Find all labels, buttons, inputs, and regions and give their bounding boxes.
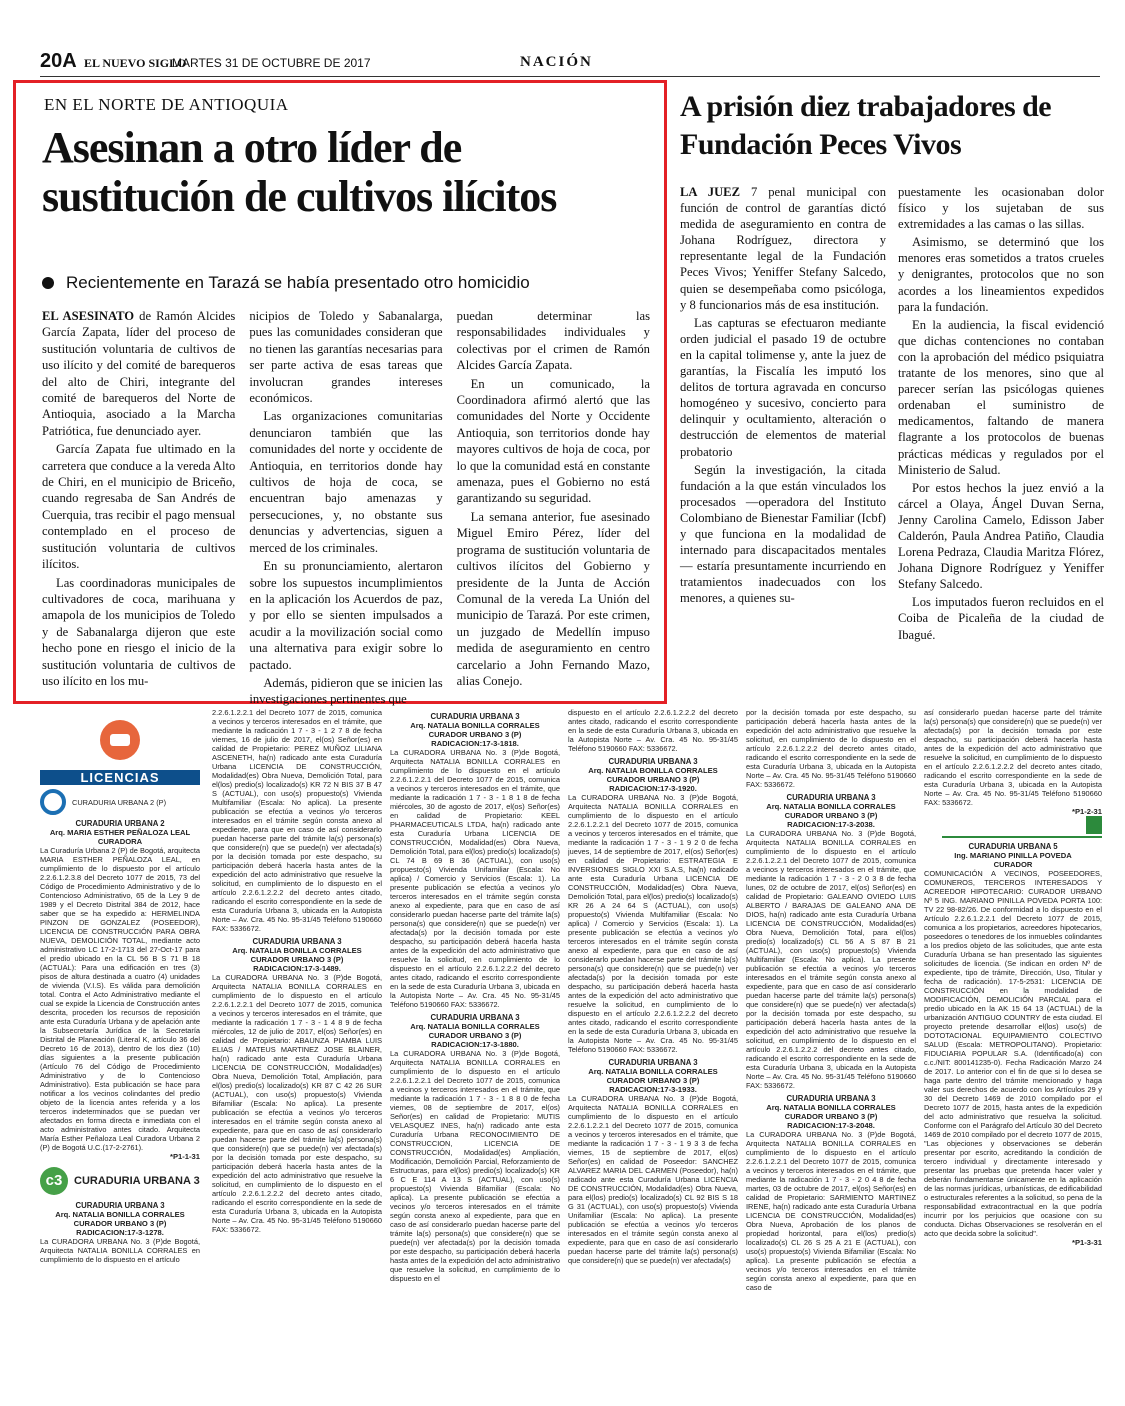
- notice-title: CURADURIA URBANA 3: [786, 1094, 876, 1103]
- notice-text: dispuesto en el artículo 2.2.6.1.2.2.2 del decreto antes citado, radicando el escrito correspondiente en la sede de esta Curaduría Urbana 3, ubicada en la Autopista Norte – Av. Cra. 45 No. 95-31/45 Teléfono 5190660 FAX: 5336672.: [568, 708, 738, 753]
- notice-name: Arq. NATALIA BONILLA CORRALES: [766, 802, 896, 811]
- legal-column-1: [40, 708, 200, 1398]
- notice-role: CURADOR URBANO 3 (P): [73, 1219, 167, 1228]
- notice-role: CURADOR URBANO 3 (P): [784, 1112, 878, 1121]
- curaduria-2-logo: CURADURIA URBANA 2 (P): [40, 789, 200, 815]
- second-column-2: [898, 184, 1104, 645]
- paragraph: La semana anterior, fue asesinado Miguel Emiro Pérez, líder del programa de sustitución voluntaria de cultivos ilícitos del Gobierno y presidente de la Junta de Acción Comunal de la vereda La Unión del municipio de Tarazá. Por este crimen, un juzgado de Medellín impuso medida de aseguramiento en centro carcelario a John Fernando Mazo, alias Conejo.: [456, 509, 650, 688]
- article-column-3: [457, 308, 650, 710]
- masthead: [40, 50, 1100, 77]
- legal-column-2: [212, 708, 382, 1398]
- notice-radicacion: RADICACION:17-3-1880.: [431, 1040, 519, 1049]
- notice-radicacion: RADICACION:17-3-1489.: [253, 964, 341, 973]
- notice-role: CURADOR URBANO 3 (P): [606, 1076, 700, 1085]
- notice-title: CURADURIA URBANA 3: [430, 1013, 520, 1022]
- article-kicker: EN EL NORTE DE ANTIOQUIA: [44, 95, 289, 114]
- notice-text: por la decisión tomada por este despacho, su participación deberá hacerla hasta antes de la expedición del acto administrativo que resuelve la solicitud, en cumplimiento de lo dispuesto en el artículo 2.2.6.1.2.2.2 del decreto antes citado, radicando el escrito correspondiente en la sede de esta Curaduría Urbana 3, ubicada en la Autopista Norte – Av. Cra. 45 No. 95-31/45 Teléfono 5190660 FAX: 5336672.: [746, 708, 916, 789]
- paragraph: puestamente les ocasionaban dolor físico y los sujetaban de sus extremidades a las camas o las sillas.: [898, 185, 1104, 232]
- notice-radicacion: RADICACION:17-3-1278.: [76, 1228, 164, 1237]
- notice-name: Ing. MARIANO PINILLA POVEDA: [954, 851, 1072, 860]
- article-headline: Asesinan a otro líder de sustitución de cultivos ilícitos: [42, 123, 557, 221]
- paragraph: nicipios de Toledo y Sabanalarga, pues las comunidades consideran que no tienen las garantías necesarias para ser parte activa de esas tareas que involucran grandes intereses económicos.: [249, 309, 443, 406]
- article-column-2: [249, 308, 442, 710]
- notice-ref: *P1-1-31: [170, 1152, 200, 1161]
- second-article: [680, 88, 1104, 642]
- paragraph: Por estos hechos la juez envió a la cárcel a Olaya, Ángel Duvan Serna, Jenny Carolina Camelo, Edisson Jaber Calderón, Paula Andrea Patiño, Claudia Lorena Pedraza, Claudia Maritza Flórez, Johana Dignore Rodríguez y Yeniffer Stefany Salcedo.: [898, 480, 1104, 592]
- paragraph: Además, pidieron que se inicien las investigaciones pertinentes que: [249, 675, 443, 707]
- paragraph: En la audiencia, la fiscal evidenció que dichas contenciones no contaban con la aprobación del médico psiquiatra tratante de los menores, sino que al parecer serían las psicólogas quienes ordenaban el suministro de medicamentos, faltando de manera flagrante a los protocolos de buenas prácticas médicas y regulados por el Ministerio de Salud.: [898, 317, 1104, 477]
- truck-icon: [100, 720, 140, 760]
- notice-title: CURADURIA URBANA 3: [608, 1058, 698, 1067]
- notice-title: CURADURIA URBANA 3: [252, 937, 342, 946]
- licencias-logo: [40, 714, 200, 766]
- lead-word: EL ASESINATO: [42, 309, 135, 323]
- notice-text: La Curaduría Urbana 2 (P) de Bogotá, arquitecta MARIA ESTHER PEÑALOZA LEAL, en cumplimiento de lo dispuesto por el artículo 2.2.6.1.2.3.8 del Decreto 1077 de 2015, 73 del Código de Procedimiento Administrativo y de lo Contencioso Administrativo, 65 de la Ley 9 de 1989 y el Decreto Distrital 384 de 2012, hace saber que se ha expedido a: HERMELINDA PINZON DE GONZALEZ (POSEEDOR), LICENCIA DE CONSTRUCCIÓN PARA OBRA NUEVA, DEMOLICIÓN TOTAL, mediante acto administrativo LC 17-2-1713 del 27-Oct-17 para el predio ubicado en la CL 56 B S 71 B 18 (ACTUAL): Para una edificación en tres (3) pisos de altura destinada a cuatro (4) unidades de vivienda (V.I.S). Es válida para demolición total. Contra el Acto Administrativo mediante el cual se expide la Licencia de Construcción antes descrita, proceden los recursos de reposición ante esta Curaduría Urbana y de apelación ante la Subsecretaría Jurídica de la Secretaría Distrital de Planeación (Literal K, artículo 36 del Decreto 16 de 2013), dentro de los diez (10) días siguientes a la presente publicación (Artículo 76 del Código de Procedimiento Administrativo y de lo Contencioso Administrativo). Esta publicación se hace para notificar a los vecinos colindantes del predio objeto de la licencia antes referida y a los terceros indeterminados que se puedan ver afectados en forma directa e inmediata con el acto administrativo antes citado. Arquitecta María Esther Peñaloza Leal Curadora Urbana 2 (P) de Bogotá U.C.(17-2-2761).: [40, 846, 200, 1152]
- subhead-text: Recientemente en Tarazá se había presentado otro homicidio: [66, 273, 530, 292]
- second-headline: A prisión diez trabajadores de Fundación Peces Vivos: [680, 90, 1052, 161]
- notice-text: La CURADORA URBANA No. 3 (P)de Bogotá, Arquitecta NATALIA BONILLA CORRALES en cumplimiento de lo dispuesto en el artículo 2.2.6.1.2.2.1 del Decreto 1077 de 2015, comunica a vecinos y terceros interesados en el trámite, que mediante la radicación 1 7 - 3 - 1 8 1 8 de fecha miércoles, 30 de agosto de 2017, el(os) Señor(es) en calidad de Propietario: KEEL PHARMACEUTICALS LTDA, ha(n) radicado ante esta Curaduría Urbana LICENCIA DE CONSTRUCCIÓN, Modalidad(es) Obra Nueva, Demolición Total, para el(los) predio(s) localizado(s) CL 74 B 69 B 36 (ACTUAL), con uso(s) propuesto(s) Vivienda Unifamiliar (Escala: No aplica) / Comercio y Servicios (Escala: 1). La presente publicación se efectúa a vecinos y/o terceros interesados en el trámite según consta anexo al expediente, para que en caso de así considerarlo puedan hacerse parte del trámite la(s) persona(s) que considere(n) que se puede(n) ver afectada(s) por la decisión tomada por este despacho, su participación deberá hacerla hasta antes de la expedición del acto administrativo que resuelve la solicitud, en cumplimiento de lo dispuesto en el artículo 2.2.6.1.2.2.2 del decreto antes citado, radicando el escrito correspondiente en la sede de esta Curaduría Urbana 3, ubicada en la Autopista Norte – Av. Cra. 45 No. 95-31/45 Teléfono 5190660 FAX: 5336672.: [390, 748, 560, 1009]
- article-body: [42, 308, 650, 710]
- curaduria-5-logo: [924, 818, 1102, 838]
- second-article-body: [680, 184, 1104, 645]
- licencias-band: LICENCIAS: [40, 770, 200, 785]
- paragraph: LA JUEZ 7 penal municipal con función de control de garantías dictó medida de aseguramiento en contra de Johana Rodríguez, directora y representante legal de la Fundación Peces Vivos; Yeniffer Stefany Salcedo, quien se desempeñaba como psicóloga, y 8 funcionarios más de esa institución.: [680, 185, 886, 312]
- notice-role: CURADOR URBANO 3 (P): [428, 730, 522, 739]
- curaduria-3-logo: c3 CURADURIA URBANA 3: [40, 1167, 200, 1195]
- notice-role: CURADOR: [993, 860, 1033, 869]
- bullet-icon: [42, 277, 54, 289]
- newspaper-name: EL NUEVO SIGLO: [84, 56, 187, 70]
- notice-role: CURADORA: [97, 837, 143, 846]
- issue-date: MARTES 31 DE OCTUBRE DE 2017: [172, 56, 371, 70]
- paragraph: En un comunicado, la Coordinadora afirmó alertó que las comunidades del Norte y Occidente Antioquia, son territorios donde hay mayores cultivos de hoja de coca, por lo que la comunidad está en constante amenaza, pues el Gobierno no está garantizando su seguridad.: [456, 376, 650, 506]
- notice-text: La CURADORA URBANA No. 3 (P)de Bogotá, Arquitecta NATALIA BONILLA CORRALES en cumplimiento de lo dispuesto en el artículo 2.2.6.1.2.2.1 del Decreto 1077 de 2015, comunica a vecinos y terceros interesados en el trámite, que mediante la radicación 1 7 - 3 - 2 0 4 8 de fecha martes, 03 de octubre de 2017, el(os) Señor(es) en calidad de Propietario: SARMIENTO MARTINEZ IRENE, ha(n) radicado ante esta Curaduría Urbana LICENCIA DE CONSTRUCCIÓN, Modalidad(es) Obra Nueva, Aprobación de los planos de propiedad horizontal, para el(los) predio(s) localizado(s) CL 26 S 25 A 21 E (ACTUAL), con uso(s) propuesto(s) Vivienda Bifamiliar (Escala: No aplica). La presente publicación se efectúa a vecinos y/o terceros interesados en el trámite según consta anexo al expediente, para que en caso de: [746, 1130, 916, 1292]
- paragraph: En su pronunciamiento, alertaron sobre los supuestos incumplimientos en la aplicación los Acuerdos de paz, y por ello se sienten impulsados a acudir a la movilización social como una alternativa para exigir sobre lo pactado.: [249, 559, 443, 672]
- notice-name: Arq. NATALIA BONILLA CORRALES: [232, 946, 362, 955]
- notice-radicacion: RADICACION:17-3-1920.: [609, 784, 697, 793]
- notice-title: CURADURIA URBANA 3: [786, 793, 876, 802]
- notice-title: CURADURIA URBANA 3: [608, 757, 698, 766]
- notice-name: Arq. NATALIA BONILLA CORRALES: [766, 1103, 896, 1112]
- notice-title: CURADURIA URBANA 2: [75, 819, 165, 828]
- notice-name: Arq. NATALIA BONILLA CORRALES: [55, 1210, 185, 1219]
- notice-text: así considerarlo puedan hacerse parte del trámite la(s) persona(s) que considere(n) que se puede(n) ver afectada(s) por la decisión tomada por este despacho, su participación deberá hacerla hasta antes de la expedición del acto administrativo que resuelve la solicitud, en cumplimiento de lo dispuesto en el artículo 2.2.6.1.2.2.2 del decreto antes citado, radicando el escrito correspondiente en la sede de esta Curaduría Urbana 3, ubicada en la Autopista Norte – Av. Cra. 45 No. 95-31/45 Teléfono 5190660 FAX: 5336672.: [924, 708, 1102, 807]
- notice-name: Arq. MARIA ESTHER PEÑALOZA LEAL: [49, 828, 191, 837]
- paragraph: Asimismo, se determinó que los menores eras sometidos a tratos crueles y denigrantes, protocolos que no son acordes a los lineamientos expedidos para la fundación.: [898, 235, 1104, 314]
- notice-text: COMUNICACIÓN A VECINOS, POSEEDORES, COMUNEROS, TERCEROS INTERESADOS Y ACREEDOR HIPOTECARIO: CURADOR URBANO Nº 5 ING. MARIANO PINILLA POVEDA PORTA 100: TV 22 98-82/26. De conformidad a lo dispuesto en el Artículo 2.2.6.1.2.2.1 del Decreto 1077 de 2015, comunica a los propietarios, acreedores hipotecarios, poseedores o tenedores de los inmuebles colindantes a los predios objeto de las solicitudes, que ante esta Curaduría Urbana se han presentado las siguientes solicitudes de licencia. (Se indican en orden Nº de expediente, tipo de trámite, Dirección, Uso, Titular y fecha de radicación). 17-5-2531: LICENCIA DE CONSTRUCCIÓN en la modalidad de MODIFICACIÓN, DEMOLICIÓN PARCIAL para el predio ubicado en la AK 15 64 13 (ACTUAL) de la urbanización ANTIGUO COUNTRY de esta ciudad. El proyecto pretende desarrollar el(los) uso(s) de DOTOTACIONAL EQUIPAMIENTO COLECTIVO SALUD (Escala: METROPOLITANO). Propietario: FIDUCIARIA POPULAR S.A. (Identificado(a) con c.c./NIT: 800141235-0). Fecha Radicación Marzo 24 de 2017. Lo anterior con el fin de que si lo desea se haga parte dentro del trámite mencionado y haga valer sus derechos de acuerdo con los Artículos 29 y 30 del Decreto 1469 de 2010 compilado por el Decreto 1077 de 2015, hasta antes de la expedición del acto administrativo que resuelva la solicitud. Conforme con el Parágrafo del Artículo 30 del Decreto 1469 de 2010 compilado por el decreto 1077 de 2015, "Las objeciones y observaciones se deberán presentar por escrito, acreditando la condición de tercero individual y directamente interesado y presentar las pruebas que pretenda hacer valer y deberán fundamentarse únicamente en la aplicación de las normas jurídicas, urbanísticas, de edificabilidad o estructurales referentes a la solicitud, so pena de la responsabilidad extracontractual en la que podría incurrir por los perjuicios que ocasione con su conducta. Dichas Observaciones se resolverán en el acto que decida sobre la solicitud".: [924, 869, 1102, 1238]
- highlighted-article: [13, 80, 667, 707]
- notice-text: La CURADORA URBANA No. 3 (P)de Bogotá, Arquitecta NATALIA BONILLA CORRALES en cumplimiento de lo dispuesto en el artículo 2.2.6.1.2.2.1 del Decreto 1077 de 2015, comunica a vecinos y terceros interesados en el trámite, que mediante la radicación 1 7 - 3 - 1 9 2 0 de fecha jueves, 14 de septiembre de 2017, el(os) Señor(es) en calidad de Propietario: ESTRATEGIA E INVERSIONES SIGLO XXI S.A.S, ha(n) radicado ante esta Curaduría Urbana LICENCIA DE CONSTRUCCIÓN, Modalidad(es) Obra Nueva, Demolición Total, para el(los) predio(s) localizado(s) KR 26 A 24 64 S (ACTUAL), con uso(s) propuesto(s) Vivienda Multifamiliar (Escala: No aplica) / Comercio y Servicios (Escala: 1). La presente publicación se efectúa a vecinos y/o terceros interesados en el trámite según consta anexo al expediente, para que en caso de así considerarlo puedan hacerse parte del trámite la(s) persona(s) que considere(n) que se puede(n) ver afectada(s) por la decisión tomada por este despacho, su participación deberá hacerla hasta antes de la expedición del acto administrativo que resuelve la solicitud, en cumplimiento de lo dispuesto en el artículo 2.2.6.1.2.2.2 del decreto antes citado, radicando el escrito correspondiente en la sede de esta Curaduría Urbana 3, ubicada en la Autopista Norte – Av. Cra. 45 No. 95-31/45 Teléfono 5190660 FAX: 5336672.: [568, 793, 738, 1054]
- paragraph: puedan determinar las responsabilidades individuales y colectivas por el crimen de Ramón Alcides García Zapata.: [456, 309, 650, 373]
- notice-name: Arq. NATALIA BONILLA CORRALES: [588, 766, 718, 775]
- notice-radicacion: RADICACION:17-3-1818.: [431, 739, 519, 748]
- lead-word: LA JUEZ: [680, 185, 740, 199]
- notice-title: CURADURIA URBANA 3: [430, 712, 520, 721]
- notice-text: La CURADORA URBANA No. 3 (P)de Bogotá, Arquitecta NATALIA BONILLA CORRALES en cumplimiento de lo dispuesto en el artículo 2.2.6.1.2.2.1 del Decreto 1077 de 2015, comunica a vecinos y terceros interesados en el trámite, que mediante la radicación 1 7 - 3 - 1 9 3 3 de fecha viernes, 15 de septiembre de 2017, el(os) Señor(es) en calidad de Poseedor: SANCHEZ ALVAREZ MARIA DEL CARMEN (Poseedor), ha(n) radicado ante esta Curaduría Urbana LICENCIA DE CONSTRUCCIÓN, Modalidad(es) Obra Nueva, para el(los) predio(s) localizado(s) CL 92 BIS S 18 G 31 (ACTUAL), con uso(s) propuesto(s) Vivienda Unifamiliar (Escala: No aplica). La presente publicación se efectúa a vecinos y/o terceros interesados en el trámite según consta anexo al expediente, para que en caso de así considerarlo puedan hacerse parte del trámite la(s) persona(s) que considere(n) que se puede(n) ver afectada(s): [568, 1094, 738, 1265]
- paragraph: Las coordinadoras municipales de cultivadores de coca, marihuana y amapola de los municipios de Toledo y de Sabanalarga dijeron que este hecho pone en riesgo el inicio de la sustitución voluntaria de cultivos de uso ilícito en los mu-: [42, 575, 236, 688]
- paragraph: EL ASESINATO de Ramón Alcides García Zapata, líder del proceso de sustitución voluntaria de cultivos de uso ilícito y del comité de barequeros del alto de Chiri, integrante del comité de barequeros del Norte de Antioquia, asociado a la Marcha Patriótica, fue denunciado ayer.: [42, 309, 236, 438]
- notice-text: 2.2.6.1.2.2.1 del Decreto 1077 de 2015, comunica a vecinos y terceros interesados en el trámite, que mediante la radicación 1 7 - 3 - 1 2 7 8 de fecha viernes, 16 de julio de 2017, el(os) Señor(es) en calidad de Propietario: PEREZ MUÑOZ LILIANA ASCENETH, ha(n) radicado ante esta Curaduría Urbana LICENCIA DE CONSTRUCCIÓN, Modalidad(es) Obra Nueva, Demolición Total, para el(los) predio(s) localizado(s) KR 72 N BIS 37 B 47 S (ACTUAL), con uso(s) propuesto(s) Vivienda Multifamiliar (Escala: No aplica). La presente publicación se efectúa a vecinos y/o terceros interesados en el trámite según consta anexo al expediente, para que en caso de así considerarlo puedan hacerse parte del trámite la(s) persona(s) que considere(n) que se puede(n) ver afectada(s) por la decisión tomada por este despacho, su participación deberá hacerla hasta antes de la expedición del acto administrativo que resuelve la solicitud, en cumplimiento de lo dispuesto en el artículo 2.2.6.1.2.2.2 del decreto antes citado, radicando el escrito correspondiente en la sede de esta Curaduría Urbana 3, ubicada en la Autopista Norte – Av. Cra. 45 No. 95-31/45 Teléfono 5190660 FAX: 5336672.: [212, 708, 382, 933]
- notice-radicacion: RADICACION:17-3-2038.: [787, 820, 875, 829]
- notice-title: CURADURIA URBANA 5: [968, 842, 1058, 851]
- notice-name: Arq. NATALIA BONILLA CORRALES: [410, 721, 540, 730]
- notice-radicacion: RADICACION:17-3-2048.: [787, 1121, 875, 1130]
- notice-ref: *P1-3-31: [1072, 1238, 1102, 1247]
- paragraph: García Zapata fue ultimado en la carretera que conduce a la vereda Alto de Chiri, en el municipio de Briceño, cuando regresaba de San Andrés de Cuerquia, tras recibir el pago mensual contemplado en el proceso de sustitución voluntaria de cultivos ilícitos.: [42, 442, 236, 572]
- paragraph: Las organizaciones comunitarias denunciaron también que las comunidades del norte y occidente de Antioquia, en territorios donde hay cultivos de hoja de coca, se encuentran bajo amenazas y persecuciones, y, no obstante sus denuncias y advertencias, siguen a merced de los criminales.: [249, 409, 443, 555]
- legal-notices: [40, 708, 1104, 1398]
- paragraph: Los imputados fueron recluidos en el Coiba de Picaleña de la ciudad de Ibagué.: [898, 595, 1104, 642]
- c5-logo-icon: [942, 818, 1102, 838]
- page-number: 20A: [40, 50, 77, 72]
- paragraph: Las capturas se efectuaron mediante orden judicial el pasado 19 de octubre en la capital tolimense y, ante la juez de garantías, la Fiscalía les imputó los delitos de tortura agravada en concurso homogéneo y sucesivo, concierto para delinquir y ocultamiento, alteración o destrucción de elementos de material probatorio: [680, 315, 886, 459]
- notice-text: La CURADORA URBANA No. 3 (P)de Bogotá, Arquitecta NATALIA BONILLA CORRALES en cumplimiento de lo dispuesto en el artículo: [40, 1237, 200, 1264]
- notice-text: La CURADORA URBANA No. 3 (P)de Bogotá, Arquitecta NATALIA BONILLA CORRALES en cumplimiento de lo dispuesto en el artículo 2.2.6.1.2.2.1 del Decreto 1077 de 2015, comunica a vecinos y terceros interesados en el trámite, que mediante la radicación 1 7 - 3 - 1 4 8 9 de fecha miércoles, 12 de julio de 2017, el(os) Señor(es) en calidad de Propietario: ABAUNZA PIAMBA LUIS ELIAS / MATEUS MARTINEZ JOSE BLAINER, ha(n) radicado ante esta Curaduría Urbana LICENCIA DE CONSTRUCCIÓN, Modalidad(es) Obra Nueva, Demolición Total, Ampliación, para el(los) predio(s) localizado(s) KR 87 C 42 26 SUR (ACTUAL), con uso(s) propuesto(s) Vivienda Bifamiliar (Escala: No aplica). La presente publicación se efectúa a vecinos y/o terceros interesados en el trámite según consta anexo al expediente, para que en caso de así considerarlo puedan hacerse parte del trámite la(s) persona(s) que considere(n) que se puede(n) ver afectada(s) por la decisión tomada por este despacho, su participación deberá hacerla hasta antes de la expedición del acto administrativo que resuelve la solicitud, en cumplimiento de lo dispuesto en el artículo 2.2.6.1.2.2.2 del decreto antes citado, radicando el escrito correspondiente en la sede de esta Curaduría Urbana 3, ubicada en la Autopista Norte – Av. Cra. 45 No. 95-31/45 Teléfono 5190660 FAX: 5336672.: [212, 973, 382, 1234]
- paragraph: Según la investigación, la citada fundación a la que están vinculados los procesados —operadora del Instituto Colombiano de Bienestar Familiar (Icbf) y que funciona en la modalidad de internado para discapacitados mentales— estaría presuntamente incurriendo en tratamientos inadecuados con los menores, a quienes su-: [680, 462, 886, 606]
- c3-logo-icon: c3: [40, 1167, 68, 1195]
- notice-title: CURADURIA URBANA 3: [75, 1201, 165, 1210]
- section-name: NACIÓN: [520, 54, 593, 70]
- legal-column-3: [390, 708, 560, 1398]
- notice-name: Arq. NATALIA BONILLA CORRALES: [410, 1022, 540, 1031]
- notice-role: CURADOR URBANO 3 (P): [250, 955, 344, 964]
- notice-role: CURADOR URBANO 3 (P): [606, 775, 700, 784]
- notice-role: CURADOR URBANO 3 (P): [784, 811, 878, 820]
- notice-text: La CURADORA URBANA No. 3 (P)de Bogotá, Arquitecta NATALIA BONILLA CORRALES en cumplimiento de lo dispuesto en el artículo 2.2.6.1.2.2.1 del Decreto 1077 de 2015, comunica a vecinos y terceros interesados en el trámite, que mediante la radicación 1 7 - 3 - 1 8 8 0 de fecha viernes, 08 de septiembre de 2017, el(os) Señor(es) en calidad de Propietario: MUTIS VELASQUEZ INES, ha(n) radicado ante esta Curaduría Urbana RECONOCIMIENTO DE CONSTRUCCION, LICENCIA DE CONSTRUCCIÓN, Modalidad(es) Ampliación, Modificación, Demolición Parcial, Reforzamiento de Estructuras, para el(los) predio(s) localizado(s) KR 6 C E 114 A 13 S (ACTUAL), con uso(s) propuesto(s) Vivienda Bifamiliar (Escala: No aplica). La presente publicación se efectúa a vecinos y/o terceros interesados en el trámite según consta anexo al expediente, para que en caso de así considerarlo puedan hacerse parte del trámite la(s) persona(s) que considere(n) que se puede(n) ver afectada(s) por la decisión tomada por este despacho, su participación deberá hacerla hasta antes de la expedición del acto administrativo que resuelve la solicitud, en cumplimiento de lo dispuesto en el: [390, 1049, 560, 1283]
- notice-text: La CURADORA URBANA No. 3 (P)de Bogotá, Arquitecta NATALIA BONILLA CORRALES en cumplimiento de lo dispuesto en el artículo 2.2.6.1.2.2.1 del Decreto 1077 de 2015, comunica a vecinos y terceros interesados en el trámite, que mediante la radicación 1 7 - 3 - 2 0 3 8 de fecha lunes, 02 de octubre de 2017, el(os) Señor(es) en calidad de Propietario: GALEANO OVIEDO LUIS ALBERTO / BARAJAS DE GALEANO ANA DE DIOS, ha(n) radicado ante esta Curaduría Urbana LICENCIA DE CONSTRUCCIÓN, Modalidad(es) Obra Nueva, Demolición Total, para el(los) predio(s) localizado(s) CL 56 A S 87 B 21 (ACTUAL), con uso(s) propuesto(s) Vivienda Multifamiliar (Escala: No aplica). La presente publicación se efectúa a vecinos y/o terceros interesados en el trámite según consta anexo al expediente, para que en caso de así considerarlo puedan hacerse parte del trámite la(s) persona(s) que considere(n) que se puede(n) ver afectada(s) por la decisión tomada por este despacho, su participación deberá hacerla hasta antes de la expedición del acto administrativo que resuelve la solicitud, en cumplimiento de lo dispuesto en el artículo 2.2.6.1.2.2.2 del decreto antes citado, radicando el escrito correspondiente en la sede de esta Curaduría Urbana 3, ubicada en la Autopista Norte – Av. Cra. 45 No. 95-31/45 Teléfono 5190660 FAX: 5336672.: [746, 829, 916, 1090]
- notice-name: Arq. NATALIA BONILLA CORRALES: [588, 1067, 718, 1076]
- second-column-1: [680, 184, 886, 645]
- notice-radicacion: RADICACION:17-3-1933.: [609, 1085, 697, 1094]
- article-subhead: [42, 273, 530, 293]
- notice-role: CURADOR URBANO 3 (P): [428, 1031, 522, 1040]
- notice-ref: *P1-2-31: [1072, 807, 1102, 816]
- legal-column-6: [924, 708, 1102, 1398]
- legal-column-5: [746, 708, 916, 1398]
- legal-column-4: [568, 708, 738, 1398]
- article-column-1: [42, 308, 235, 710]
- c2-logo-icon: [40, 789, 66, 815]
